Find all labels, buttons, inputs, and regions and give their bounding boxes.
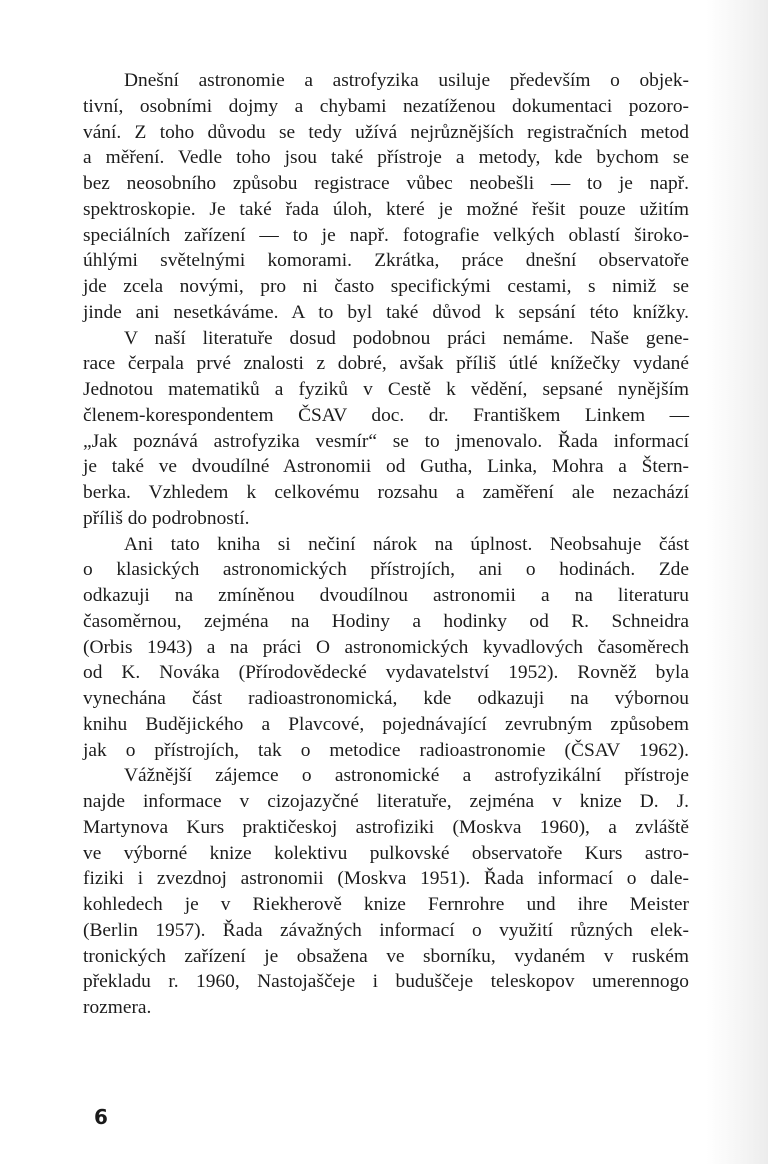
text-line: a měření. Vedle toho jsou také přístroje a metody, kde bychom se [83,147,689,169]
paragraph-1 [83,68,689,326]
text-line: příliš do podrobností. [83,507,250,529]
text-line: od K. Nováka (Přírodovědecké vydavatelství 1952). Rovněž byla [83,662,689,684]
text-line: úhlými světelnými komorami. Zkrátka, práce dnešní observatoře [83,250,689,272]
text-line: jinde ani nesetkáváme. A to byl také důvod k sepsání této knížky. [83,301,689,323]
text-line: překladu r. 1960, Nastojaščeje i buduščeje teleskopov umerennogo [83,971,689,993]
text-line: o klasických astronomických přístrojích, ani o hodinách. Zde [83,559,689,581]
text-line: Jednotou matematiků a fyziků v Cestě k vědění, sepsané nynějším [83,379,689,400]
text-line: spektroskopie. Je také řada úloh, které je možné řešit pouze užitím [83,198,689,220]
text-line: fiziki i zvezdnoj astronomii (Moskva 1951). Řada informací o dale- [83,868,689,890]
text-line: odkazuji na zmíněnou dvoudílnou astronomii a na literaturu [83,585,689,606]
body-text [83,68,689,1021]
text-line: „Jak poznává astrofyzika vesmír“ se to jmenovalo. Řada informací [83,430,689,452]
text-line: bez neosobního způsobu registrace vůbec neobešli — to je např. [83,173,689,194]
text-line: V naší literatuře dosud podobnou práci nemáme. Naše gene- [124,327,689,349]
text-line: je také ve dvoudílné Astronomii od Gutha, Linka, Mohra a Štern- [83,456,689,478]
page-number: 6 [94,1105,108,1129]
text-line: kohledech je v Riekherově knize Fernrohre und ihre Meister [83,894,689,915]
text-line: speciálních zařízení — to je např. fotografie velkých oblastí široko- [83,224,689,246]
text-line: členem-korespondentem ČSAV doc. dr. Františkem Linkem — [83,404,689,426]
paragraph-4 [83,763,689,1021]
text-line: race čerpala prvé znalosti z dobré, avšak příliš útlé knížečky vydané [83,353,689,375]
text-line: Dnešní astronomie a astrofyzika usiluje především o objek- [124,70,689,91]
text-line: Martynova Kurs praktičeskoj astrofiziki (Moskva 1960), a zvláště [83,816,689,838]
text-line: tivní, osobními dojmy a chybami nezatíženou dokumentaci pozoro- [83,95,689,117]
text-line: (Orbis 1943) a na práci O astronomických kyvadlových časoměrech [83,636,689,658]
text-line: ve výborné knize kolektivu pulkovské observatoře Kurs astro- [83,842,689,864]
text-line: Vážnější zájemce o astronomické a astrofyzikální přístroje [124,765,689,787]
text-line: časoměrnou, zejména na Hodiny a hodinky od R. Schneidra [83,610,689,632]
text-line: (Berlin 1957). Řada závažných informací o využití různých elek- [83,919,689,941]
text-line: jak o přístrojích, tak o metodice radioastronomie (ČSAV 1962). [83,739,689,761]
text-line: vynechána část radioastronomická, kde odkazuji na výbornou [83,688,689,709]
paragraph-3 [83,532,689,764]
text-line: rozmera. [83,997,152,1018]
paragraph-2 [83,326,689,532]
text-line: Ani tato kniha si nečiní nárok na úplnost. Neobsahuje část [124,533,689,555]
text-line: najde informace v cizojazyčné literatuře, zejména v knize D. J. [83,791,689,812]
text-line: vání. Z toho důvodu se tedy užívá nejrůznějších registračních metod [83,121,689,143]
text-line: knihu Budějického a Plavcové, pojednávající zevrubným způsobem [83,713,689,735]
text-line: berka. Vzhledem k celkovému rozsahu a zaměření ale nezachází [83,482,689,503]
text-line: jde zcela novými, pro ni často specifickými cestami, s nimiž se [83,276,689,297]
text-line: tronických zařízení je obsažena ve sborníku, vydaném v ruském [83,945,689,967]
